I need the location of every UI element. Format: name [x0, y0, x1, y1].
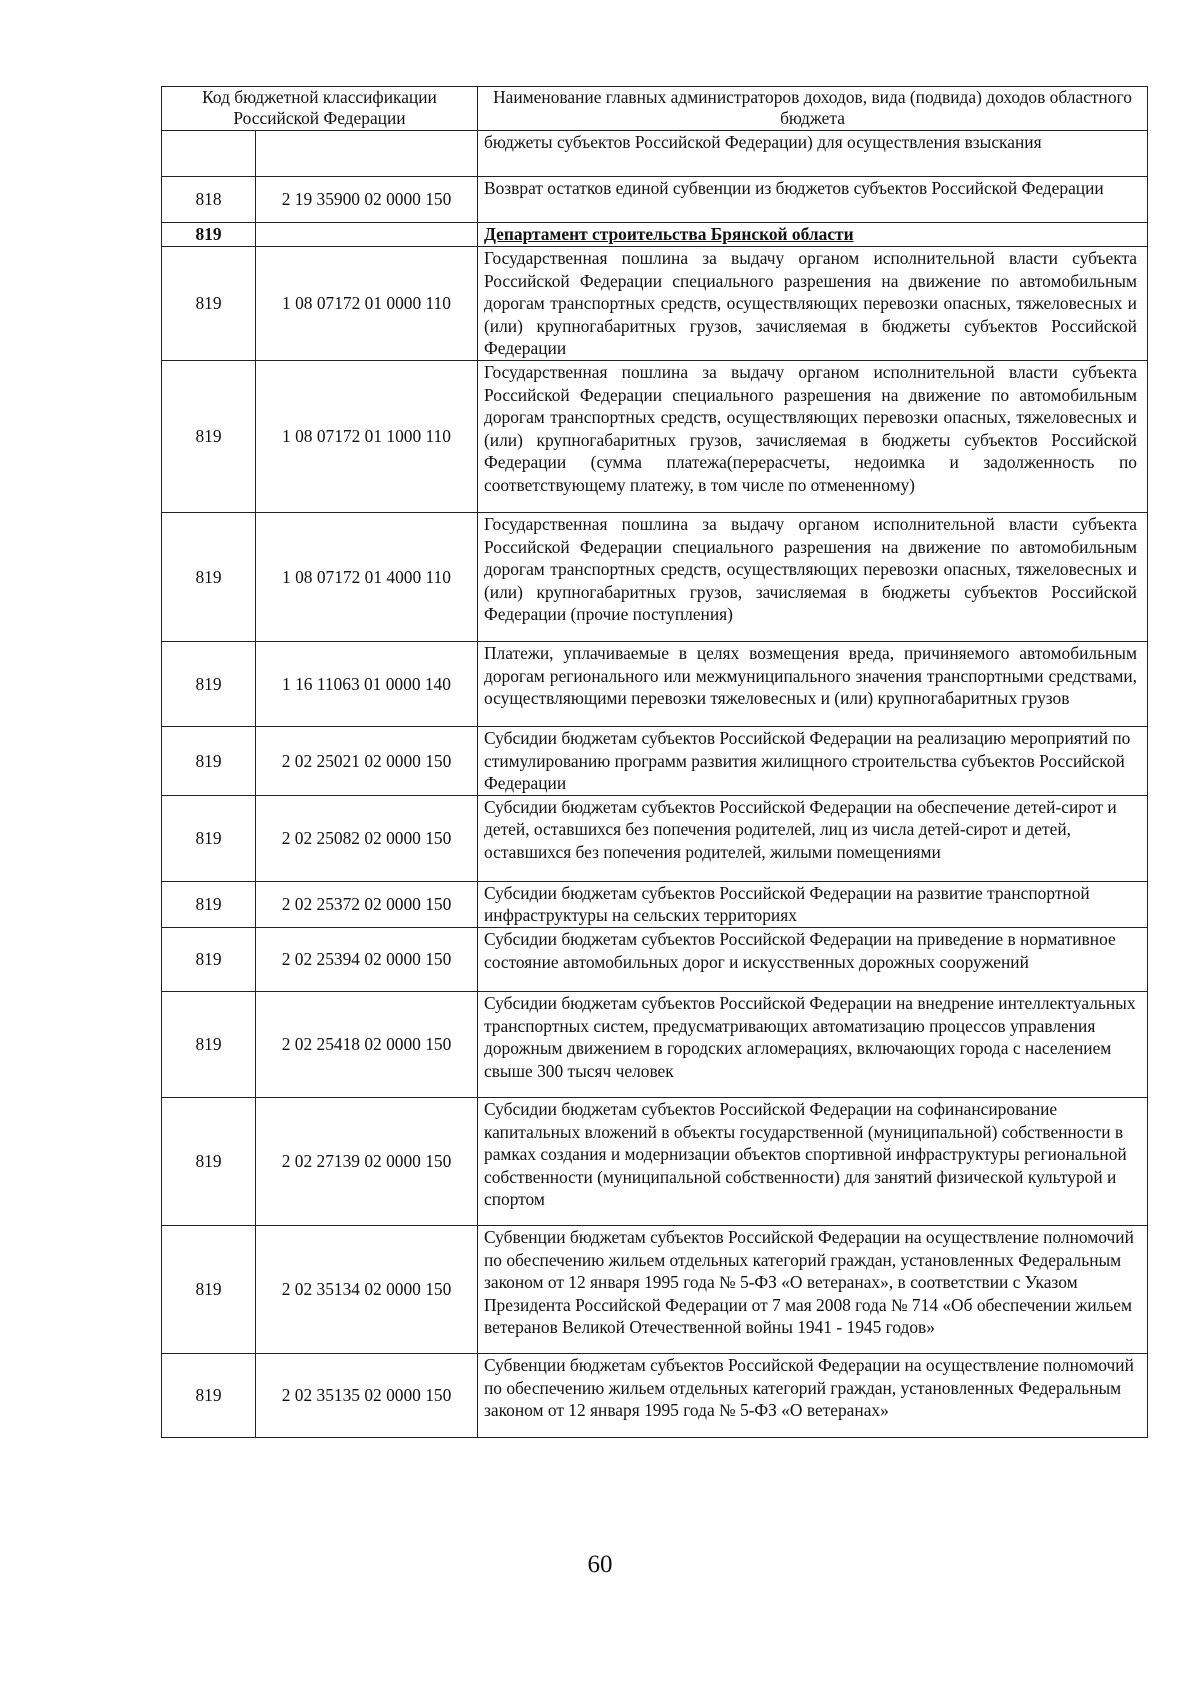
budget-code-cell: 1 08 07172 01 0000 110: [256, 247, 478, 361]
budget-code-cell: 2 02 27139 02 0000 150: [256, 1097, 478, 1225]
admin-code-cell: 819: [162, 726, 256, 795]
table-row: [162, 1225, 1148, 1353]
admin-code-cell: 819: [162, 223, 256, 247]
table-row: [162, 131, 1148, 177]
description-cell: Государственная пошлина за выдачу органом исполнительной власти субъекта Российской Федерации специального разрешения на движение по автомобильным дорогам транспортных средств, осуществляющих перевозки опасных, тяжеловесных и (или) крупногабаритных грузов, зачисляемая в бюджеты субъектов Российской Федерации: [478, 247, 1148, 361]
table-row: [162, 726, 1148, 795]
table-row: [162, 1097, 1148, 1225]
admin-code-cell: 819: [162, 795, 256, 881]
table-row: [162, 881, 1148, 927]
budget-code-cell: 2 19 35900 02 0000 150: [256, 177, 478, 223]
description-cell: Субсидии бюджетам субъектов Российской Федерации на внедрение интеллектуальных транспортных систем, предусматривающих автоматизацию процессов управления дорожным движением в городских агломерациях, включающих города с населением свыше 300 тысяч человек: [478, 991, 1148, 1097]
admin-code-cell: [162, 131, 256, 177]
admin-code-cell: 819: [162, 360, 256, 512]
description-cell: Субсидии бюджетам субъектов Российской Федерации на развитие транспортной инфраструктуры на сельских территориях: [478, 881, 1148, 927]
budget-code-cell: 1 08 07172 01 4000 110: [256, 512, 478, 641]
table-body: [162, 131, 1148, 1438]
table-row: [162, 927, 1148, 991]
table-header-row: [162, 87, 1148, 131]
admin-code-cell: 819: [162, 881, 256, 927]
description-cell: Субсидии бюджетам субъектов Российской Федерации на софинансирование капитальных вложений в объекты государственной (муниципальной) собственности в рамках создания и модернизации объектов спортивной инфраструктуры региональной собственности (муниципальной собственности) для занятий физической культурой и спортом: [478, 1097, 1148, 1225]
table-row: [162, 360, 1148, 512]
description-cell: Возврат остатков единой субвенции из бюджетов субъектов Российской Федерации: [478, 177, 1148, 223]
description-cell: Субсидии бюджетам субъектов Российской Федерации на реализацию мероприятий по стимулированию программ развития жилищного строительства субъектов Российской Федерации: [478, 726, 1148, 795]
budget-code-cell: 2 02 25418 02 0000 150: [256, 991, 478, 1097]
admin-code-cell: 819: [162, 1353, 256, 1437]
header-name-cell: Наименование главных администраторов доходов, вида (подвида) доходов областного бюджета: [478, 87, 1148, 131]
description-cell: Субвенции бюджетам субъектов Российской Федерации на осуществление полномочий по обеспечению жильем отдельных категорий граждан, установленных Федеральным законом от 12 января 1995 года № 5-ФЗ «О ветеранах»: [478, 1353, 1148, 1437]
table-row: [162, 247, 1148, 361]
budget-code-cell: 2 02 25394 02 0000 150: [256, 927, 478, 991]
admin-code-cell: 819: [162, 1097, 256, 1225]
budget-code-cell: 2 02 35134 02 0000 150: [256, 1225, 478, 1353]
budget-code-cell: 1 16 11063 01 0000 140: [256, 641, 478, 726]
description-cell: Департамент строительства Брянской области: [478, 223, 1148, 247]
budget-code-cell: 2 02 35135 02 0000 150: [256, 1353, 478, 1437]
budget-classification-table: [161, 86, 1148, 1438]
description-cell: Субсидии бюджетам субъектов Российской Федерации на обеспечение детей-сирот и детей, оставшихся без попечения родителей, лиц из числа детей-сирот и детей, оставшихся без попечения родителей, жилыми помещениями: [478, 795, 1148, 881]
budget-code-cell: 1 08 07172 01 1000 110: [256, 360, 478, 512]
description-cell: Государственная пошлина за выдачу органом исполнительной власти субъекта Российской Федерации специального разрешения на движение по автомобильным дорогам транспортных средств, осуществляющих перевозки опасных, тяжеловесных и (или) крупногабаритных грузов, зачисляемая в бюджеты субъектов Российской Федерации (прочие поступления): [478, 512, 1148, 641]
header-code-cell: Код бюджетной классификации Российской Федерации: [162, 87, 478, 131]
admin-code-cell: 819: [162, 1225, 256, 1353]
budget-code-cell: 2 02 25372 02 0000 150: [256, 881, 478, 927]
admin-code-cell: 818: [162, 177, 256, 223]
description-cell: бюджеты субъектов Российской Федерации) для осуществления взыскания: [478, 131, 1148, 177]
budget-code-cell: [256, 223, 478, 247]
description-cell: Платежи, уплачиваемые в целях возмещения вреда, причиняемого автомобильным дорогам регионального или межмуниципального значения транспортными средствами, осуществляющими перевозки тяжеловесных и (или) крупногабаритных грузов: [478, 641, 1148, 726]
budget-code-cell: 2 02 25082 02 0000 150: [256, 795, 478, 881]
section-row: [162, 223, 1148, 247]
table-row: [162, 641, 1148, 726]
description-cell: Субсидии бюджетам субъектов Российской Федерации на приведение в нормативное состояние автомобильных дорог и искусственных дорожных сооружений: [478, 927, 1148, 991]
admin-code-cell: 819: [162, 991, 256, 1097]
admin-code-cell: 819: [162, 512, 256, 641]
description-cell: Субвенции бюджетам субъектов Российской Федерации на осуществление полномочий по обеспечению жильем отдельных категорий граждан, установленных Федеральным законом от 12 января 1995 года № 5-ФЗ «О ветеранах», в соответствии с Указом Президента Российской Федерации от 7 мая 2008 года № 714 «Об обеспечении жильем ветеранов Великой Отечественной войны 1941 - 1945 годов»: [478, 1225, 1148, 1353]
budget-code-cell: [256, 131, 478, 177]
table-row: [162, 177, 1148, 223]
page-number: 60: [587, 1551, 613, 1578]
admin-code-cell: 819: [162, 927, 256, 991]
table-row: [162, 512, 1148, 641]
table-row: [162, 795, 1148, 881]
table-row: [162, 1353, 1148, 1437]
admin-code-cell: 819: [162, 247, 256, 361]
budget-code-cell: 2 02 25021 02 0000 150: [256, 726, 478, 795]
description-cell: Государственная пошлина за выдачу органом исполнительной власти субъекта Российской Федерации специального разрешения на движение по автомобильным дорогам транспортных средств, осуществляющих перевозки опасных, тяжеловесных и (или) крупногабаритных грузов, зачисляемая в бюджеты субъектов Российской Федерации (сумма платежа(перерасчеты, недоимка и задолженность по соответствующему платежу, в том числе по отмененному): [478, 360, 1148, 512]
table-row: [162, 991, 1148, 1097]
admin-code-cell: 819: [162, 641, 256, 726]
